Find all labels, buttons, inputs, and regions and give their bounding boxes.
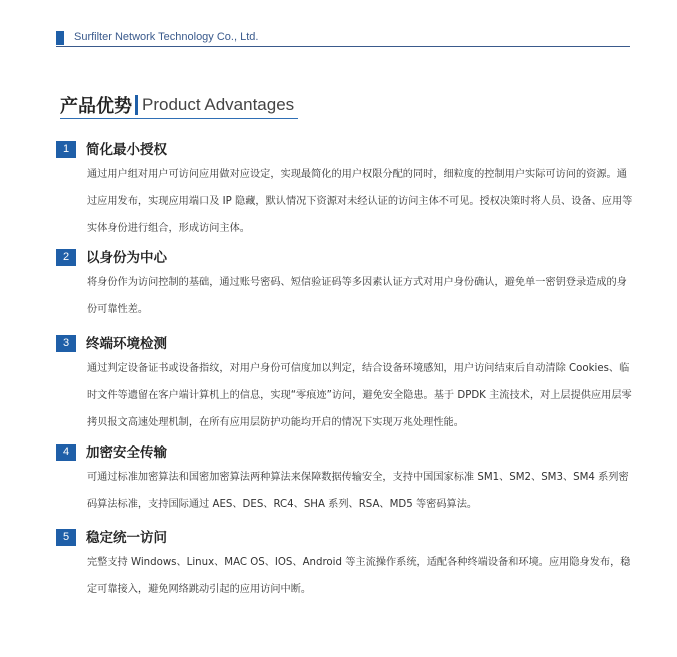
section-3	[56, 334, 636, 436]
section-title: 简化最小授权	[86, 142, 167, 158]
title-underline	[60, 118, 298, 119]
section-number-badge: 2	[56, 249, 76, 266]
section-body: 将身份作为访问控制的基础，通过账号密码、短信验证码等多因素认证方式对用户身份确认，避免单一密钥登录造成的身份可靠性差。	[87, 277, 627, 315]
section-number-badge: 4	[56, 444, 76, 461]
section-title: 稳定统一访问	[86, 530, 167, 546]
section-5	[56, 528, 636, 603]
section-title: 终端环境检测	[86, 336, 167, 352]
page-header	[56, 30, 630, 47]
section-body: 通过用户组对用户可访问应用做对应设定，实现最简化的用户权限分配的同时，细粒度的控制用户实际可访问的资源。通过应用发布，实现应用端口及 IP 隐藏，默认情况下资源对未经认证的访问主体不可见。授权决策时将人员、设备、应用等实体身份进行组合，形成访问主体。	[87, 169, 633, 234]
section-number-badge: 5	[56, 529, 76, 546]
section-1	[56, 140, 636, 242]
title-chinese: 产品优势	[60, 96, 132, 117]
section-number-badge: 1	[56, 141, 76, 158]
company-name: Surfilter Network Technology Co., Ltd.	[74, 31, 259, 43]
section-body: 完整支持 Windows、Linux、MAC OS、IOS、Android 等主流操作系统，适配各种终端设备和环境。应用隐身发布，稳定可靠接入，避免网络跳动引起的应用访问中断。	[87, 557, 631, 595]
section-title: 加密安全传输	[86, 445, 167, 461]
title-divider	[135, 95, 138, 115]
header-accent-mark	[56, 31, 64, 45]
page-title	[60, 92, 294, 116]
section-body: 可通过标准加密算法和国密加密算法两种算法来保障数据传输安全，支持中国国家标准 SM1、SM2、SM3、SM4 系列密码算法标准，支持国际通过 AES、DES、RC4、SHA 系列、RSA、MD5 等密码算法。	[87, 472, 629, 510]
section-body: 通过判定设备证书或设备指纹，对用户身份可信度加以判定，结合设备环境感知，用户访问结束后自动清除 Cookies、临时文件等遗留在客户端计算机上的信息，实现“零痕迹”访问，避免安全隐患。基于 DPDK 主流技术，对上层提供应用层零拷贝报文高速处理机制，在所有应用层防护功能均开启的情况下实现万兆处理性能。	[87, 363, 632, 428]
section-4	[56, 443, 636, 518]
section-number-badge: 3	[56, 335, 76, 352]
section-title: 以身份为中心	[86, 250, 167, 266]
section-2	[56, 248, 636, 323]
title-english: Product Advantages	[142, 95, 295, 114]
